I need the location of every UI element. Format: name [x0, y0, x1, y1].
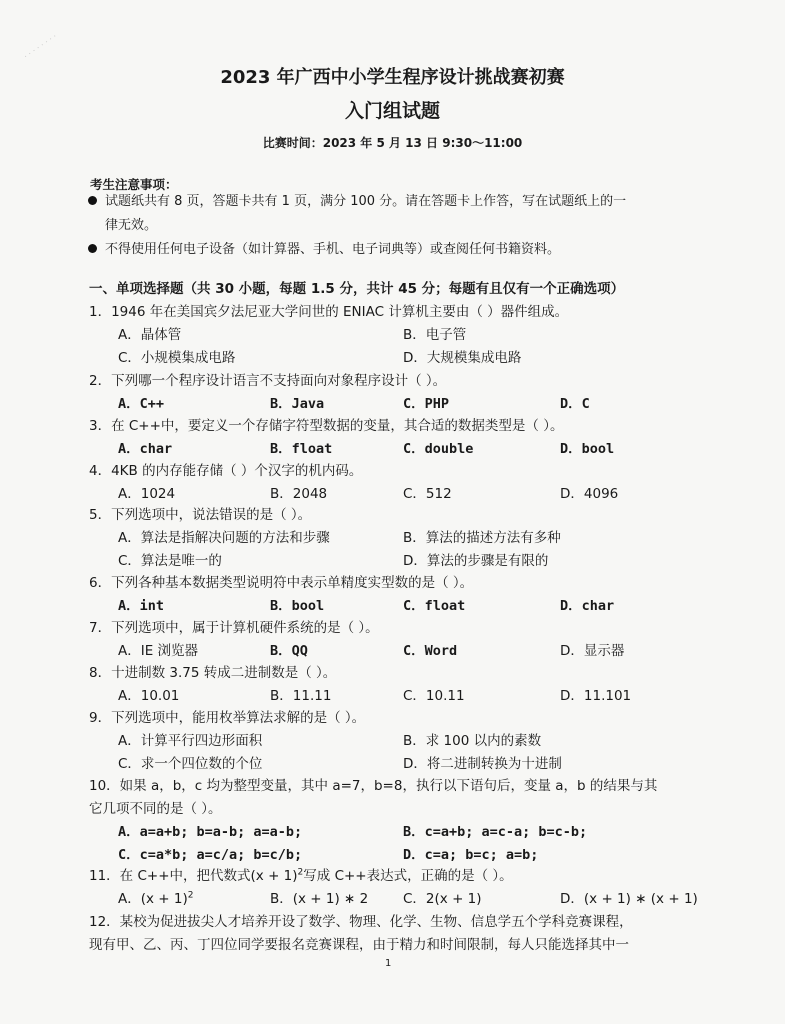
q3-option-d: D．bool — [560, 441, 615, 457]
q8-option-a: A．10.01 — [118, 688, 180, 704]
q4-option-c: C．512 — [403, 486, 452, 502]
q2-option-d: D．C — [560, 396, 590, 412]
q10-option-d: D．c=a; b=c; a=b; — [403, 847, 539, 863]
q9-option-b: B．求 100 以内的素数 — [403, 733, 542, 749]
notice-title: 考生注意事项： — [90, 177, 178, 192]
q1-option-c: C．小规模集成电路 — [118, 350, 236, 366]
question-10-line-2: 它几项不同的是（ ）。 — [89, 801, 222, 817]
q7-option-a: A．IE 浏览器 — [118, 643, 199, 659]
q11-option-b: B．(x + 1) ∗ 2 — [270, 891, 369, 907]
question-5: 5．下列选项中，说法错误的是（ ）。 — [89, 507, 312, 523]
q1-option-b: B．电子管 — [403, 327, 467, 343]
question-7: 7．下列选项中，属于计算机硬件系统的是（ ）。 — [89, 620, 379, 636]
exam-title: 2023 年广西中小学生程序设计挑战赛初赛 — [220, 67, 565, 88]
q11-option-a: A．$(x + 1)^2$ — [118, 890, 194, 907]
q6-option-a: A．int — [118, 598, 165, 614]
q5-option-c: C．算法是唯一的 — [118, 553, 222, 569]
question-2: 2．下列哪一个程序设计语言不支持面向对象程序设计（ ）。 — [89, 373, 447, 389]
bullet-icon — [88, 196, 97, 205]
q3-option-a: A．char — [118, 441, 173, 457]
q9-option-d: D．将二进制转换为十进制 — [403, 756, 562, 772]
page-number: 1 — [385, 958, 392, 969]
q10-option-c: C．c=a*b; a=c/a; b=c/b; — [118, 847, 303, 863]
question-1: 1．1946 年在美国宾夕法尼亚大学问世的 ENIAC 计算机主要由（ ）器件组成。 — [89, 304, 569, 320]
q11-option-d: D．(x + 1) ∗ (x + 1) — [560, 891, 698, 907]
q6-option-d: D．char — [560, 598, 615, 614]
question-6: 6．下列各种基本数据类型说明符中表示单精度实型数的是（ ）。 — [89, 575, 474, 591]
notice-item-1: 试题纸共有 8 页，答题卡共有 1 页，满分 100 分。请在答题卡上作答，写在试题纸上的一 律无效。 — [88, 190, 698, 238]
watermark: . . . . . . . . — [20, 29, 58, 60]
q4-option-b: B．2048 — [270, 486, 328, 502]
question-3: 3．在 C++中，要定义一个存储字符型数据的变量，其合适的数据类型是（ ）。 — [89, 418, 564, 434]
notice-item-2: 不得使用任何电子设备（如计算器、手机、电子词典等）或查阅任何书籍资料。 — [88, 238, 698, 262]
question-8: 8．十进制数 3.75 转成二进制数是（ ）。 — [89, 665, 337, 681]
q5-option-b: B．算法的描述方法有多种 — [403, 530, 561, 546]
q1-option-a: A．晶体管 — [118, 327, 182, 343]
q4-option-d: D．4096 — [560, 486, 619, 502]
q7-option-c: C．Word — [403, 643, 458, 659]
q5-option-d: D．算法的步骤是有限的 — [403, 553, 549, 569]
q8-option-b: B．11.11 — [270, 688, 332, 704]
q7-option-d: D．显示器 — [560, 643, 625, 659]
q1-option-d: D．大规模集成电路 — [403, 350, 522, 366]
question-4: 4．4KB 的内存能存储（ ）个汉字的机内码。 — [89, 463, 363, 479]
q2-option-a: A．C++ — [118, 396, 165, 412]
q2-option-c: C．PHP — [403, 396, 450, 412]
question-12-line-1: 12．某校为促进拔尖人才培养开设了数学、物理、化学、生物、信息学五个学科竞赛课程， — [89, 914, 633, 930]
q5-option-a: A．算法是指解决问题的方法和步骤 — [118, 530, 330, 546]
q10-option-a: A．a=a+b; b=a-b; a=a-b; — [118, 824, 303, 840]
q2-option-b: B．Java — [270, 396, 325, 412]
bullet-icon — [88, 244, 97, 253]
question-9: 9．下列选项中，能用枚举算法求解的是（ ）。 — [89, 710, 366, 726]
q4-option-a: A．1024 — [118, 486, 176, 502]
q8-option-c: C．10.11 — [403, 688, 465, 704]
q9-option-a: A．计算平行四边形面积 — [118, 733, 263, 749]
q11-option-c: C．2(x + 1) — [403, 891, 482, 907]
q10-option-b: B．c=a+b; a=c-a; b=c-b; — [403, 824, 588, 840]
q6-option-b: B．bool — [270, 598, 325, 614]
exam-time: 比赛时间：2023 年 5 月 13 日 9:30～11:00 — [262, 136, 523, 150]
q9-option-c: C．求一个四位数的个位 — [118, 756, 263, 772]
section-title: 一、单项选择题（共 30 小题，每题 1.5 分，共计 45 分；每题有且仅有一个正确选项） — [89, 281, 625, 297]
q3-option-c: C．double — [403, 441, 474, 457]
q6-option-c: C．float — [403, 598, 466, 614]
q7-option-b: B．QQ — [270, 643, 308, 659]
q8-option-d: D．11.101 — [560, 688, 632, 704]
q3-option-b: B．float — [270, 441, 333, 457]
exam-subtitle: 入门组试题 — [344, 100, 440, 122]
question-11: 11．在 C++中，把代数式$(x + 1)^2$写成 C++表达式，正确的是（ ）。 — [89, 867, 513, 884]
question-12-line-2: 现有甲、乙、丙、丁四位同学要报名竞赛课程，由于精力和时间限制，每人只能选择其中一 — [89, 937, 629, 953]
question-10-line-1: 10．如果 a，b，c 均为整型变量，其中 a=7，b=8，执行以下语句后，变量 a，b 的结果与其 — [89, 778, 658, 794]
